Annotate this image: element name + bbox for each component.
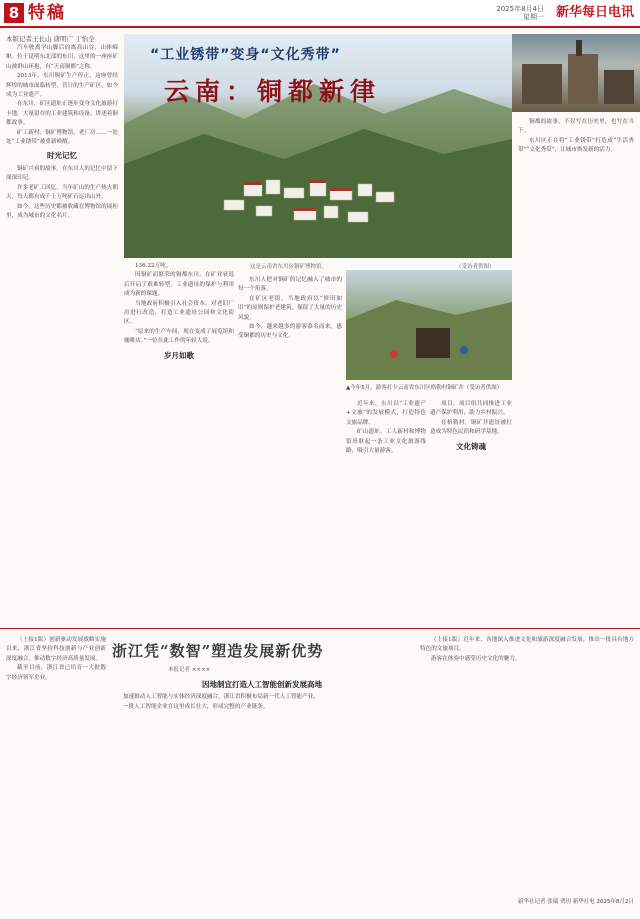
article-column-2 [124,262,234,624]
byline: 本版记者王长山 唐明广 丁怡全 [6,35,95,43]
page-number: 8 [4,3,24,23]
article-kicker: “工业锈带”变身“文化秀带” [150,47,341,63]
article-column-3 [238,276,342,624]
paragraph: 铜都的故事，不仅写在历史里，也写在当下。 [518,119,634,135]
section-divider [0,628,640,629]
paragraph: 在格勒村，铜矿井遗址被打造成为特色民宿和研学基地。 [430,419,512,436]
article-column-5 [430,400,512,624]
paragraph: 加速推动人工智能与实体经济深度融合，浙江省积极布局新一代人工智能产业。 [123,694,319,701]
paragraph: 许多老矿工回忆，当年矿山的生产热火朝天，每天都有成千上万吨矿石运出山外。 [6,184,118,201]
photo-credit: （受访者供图） [456,264,495,270]
paragraph: 如今，这些历史都被收藏在博物馆的展柜里，成为城市的文化名片。 [6,203,118,219]
article-signature: 新华社记者 张瑞 贾玥 新华社电 2025年8月2日 [518,899,634,905]
paragraph: （上接1版）近年来，各地深入推进文化和旅游深度融合发展，推出一批具有地方特色的文旅项目。 [420,637,634,653]
paragraph: “原来的生产车间，现在变成了展览馆和咖啡店。”一位在此工作的年轻人说。 [124,328,234,345]
mountain-town-illustration [124,34,512,258]
bottom-article-body [112,676,412,914]
photo-caption: ▲今年5月，游客打卡云南省东川区格勒村铜矿井（受访者供图） [346,385,503,391]
paragraph: 2013年，东川铜矿生产停止，这座曾经辉煌的城市面临转型。昔日的生产矿区，如今成为工业遗产。 [6,73,118,99]
paragraph: 近年来，东川以“工业遗产+文旅”的发展模式，打造特色文旅品牌。 [346,401,426,426]
paragraph: 东川区正在将“工业锈带”打造成“生活秀带”“文化秀带”，让城市焕发新的活力。 [518,137,634,154]
weekday: 星期一 [523,13,544,21]
article-headline: 云南：铜都新律 [164,77,382,106]
page-header [0,0,640,28]
newspaper-name: 新华每日电讯 [555,5,634,20]
hero-photo [124,34,512,258]
paragraph: 截至目前，浙江省已培育一大批数字经济领军企业。 [6,665,106,681]
article-column-6 [518,118,634,624]
paragraph: （上接1版）创新驱动发展战略实施以来，浙江省坚持科技创新与产业创新深度融合，推动数字经济高质量发展。 [6,637,106,662]
paragraph: 在矿区老街，当地政府以“修旧如旧”的原则保护老建筑，保留了大量的历史风貌。 [238,295,342,321]
article-column-4 [346,400,426,624]
factory-illustration [512,34,640,112]
paragraph: 矿山遗址、工人新村和博物馆串联起一条工业文化旅游线路，吸引大量游客。 [346,429,426,455]
section-title: 特稿 [28,3,66,23]
paragraph: 汽车驶离学山脚后的离高山谷，山体崎岖。位于昆明东北部的东川，这里的一座座矿山被群山环抱，有“天南铜都”之称。 [6,45,118,70]
bottom-article-left [6,636,106,914]
paragraph: 铜矿兴衰的故事，在东川人的记忆中留下深深印记。 [6,165,118,182]
paragraph: 东川人把对铜矿的记忆融入了城市的每一个角落。 [238,277,342,293]
mine-entrance-illustration [346,270,512,380]
bottom-article-right [420,636,634,894]
paragraph: 一批人工智能企业在这里成长壮大，形成完整的产业链条。 [123,703,269,710]
industrial-site-photo [512,34,640,112]
paragraph: 当地政府积极引入社会资本，对老旧厂房进行改造，打造工业遗址公园和文化街区。 [124,300,234,326]
bottom-article-headline: 浙江凭“数智”塑造发展新优势 [112,642,324,660]
date: 2025年8月4日 [496,5,544,13]
tourists-photo [346,270,512,380]
paragraph: 136.22万吨。 [135,263,172,269]
bottom-article-reporter: 本报记者 ×××× [168,667,211,673]
paragraph: 因铜矿而繁荣的铜都东川，在矿业衰退后开启了艰难转型。工业遗址的保护与利用成为新的课题。 [124,272,234,298]
article-column-1 [6,44,118,624]
dateline [496,5,544,21]
paragraph: 游客在体验中感受历史文化的魅力。 [431,655,521,662]
paragraph: 矿工新村、铜矿博物馆、老厂房……一处处“工业锈带”被重新唤醒。 [6,129,118,146]
paragraph: 如今，越来越多的游客慕名而来，感受铜都的历史与文化。 [238,324,342,340]
subheading: 因地制宜打造人工智能创新发展高地 [202,680,322,689]
photo-caption: 这是云南省东川区铜矿博物馆。 [250,264,328,270]
subheading: 时光记忆 [47,151,77,161]
subheading: 文化铸魂 [456,441,486,451]
subheading: 岁月如歌 [164,350,194,360]
paragraph: 在东川，矿区遗址正逐步变身文化旅游打卡地。大量留存的工业建筑和设备，讲述着铜都故事。 [6,101,118,127]
paragraph: 项目、项目组共同推进工业遗产保护利用，助力乡村振兴。 [430,401,512,417]
